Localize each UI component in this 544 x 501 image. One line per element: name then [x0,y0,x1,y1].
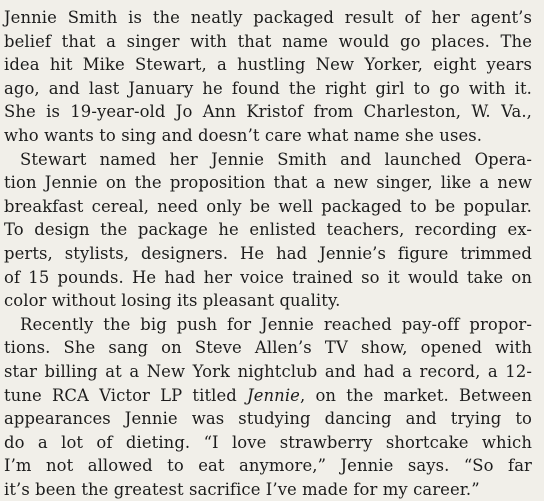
record-title: Jennie [247,385,300,405]
text-line: breakfast cereal, need only be well packaged to be popular. [4,196,532,216]
text-line: To design the package he enlisted teachers, recording ex- [4,220,532,240]
text-line: tions. She sang on Steve Allen’s TV show, opened with [4,338,532,358]
text-line-with-title [4,384,532,408]
text-line: idea hit Mike Stewart, a hustling New Yorker, eight years [4,55,532,75]
text-line: perts, stylists, designers. He had Jennie’s figure trimmed [4,243,532,263]
paragraph-2 [4,148,532,313]
text-line: it’s been the greatest sacrifice I’ve made for my career.” [4,479,480,499]
paragraph-3 [4,313,532,501]
text-line: of 15 pounds. He had her voice trained so it would take on [4,267,532,287]
text-line: do a lot of dieting. “I love strawberry shortcake which [4,432,532,452]
text-line: belief that a singer with that name would go places. The [4,31,532,51]
text-line: star billing at a New York nightclub and had a record, a 12- [4,361,532,381]
text-segment: tune RCA Victor LP titled [4,385,248,405]
text-line: Stewart named her Jennie Smith and launched Opera- [20,149,532,169]
paragraph-1 [4,6,532,148]
article-text-column [4,6,532,501]
text-line: I’m not allowed to eat anymore,” Jennie says. “So far [4,456,532,476]
text-line: color without losing its pleasant quality. [4,291,341,311]
text-line: tion Jennie on the proposition that a new singer, like a new [4,173,532,193]
text-line: appearances Jennie was studying dancing and trying to [4,409,532,429]
text-line: Recently the big push for Jennie reached pay-off propor- [20,314,532,334]
text-segment: , on the market. Between [299,385,532,405]
text-line: Jennie Smith is the neatly packaged result of her agent’s [4,8,532,27]
text-line: She is 19-year-old Jo Ann Kristof from Charleston, W. Va., [4,102,532,122]
text-line: ago, and last January he found the right girl to go with it. [4,78,532,98]
text-line: who wants to sing and doesn’t care what name she uses. [4,125,483,145]
